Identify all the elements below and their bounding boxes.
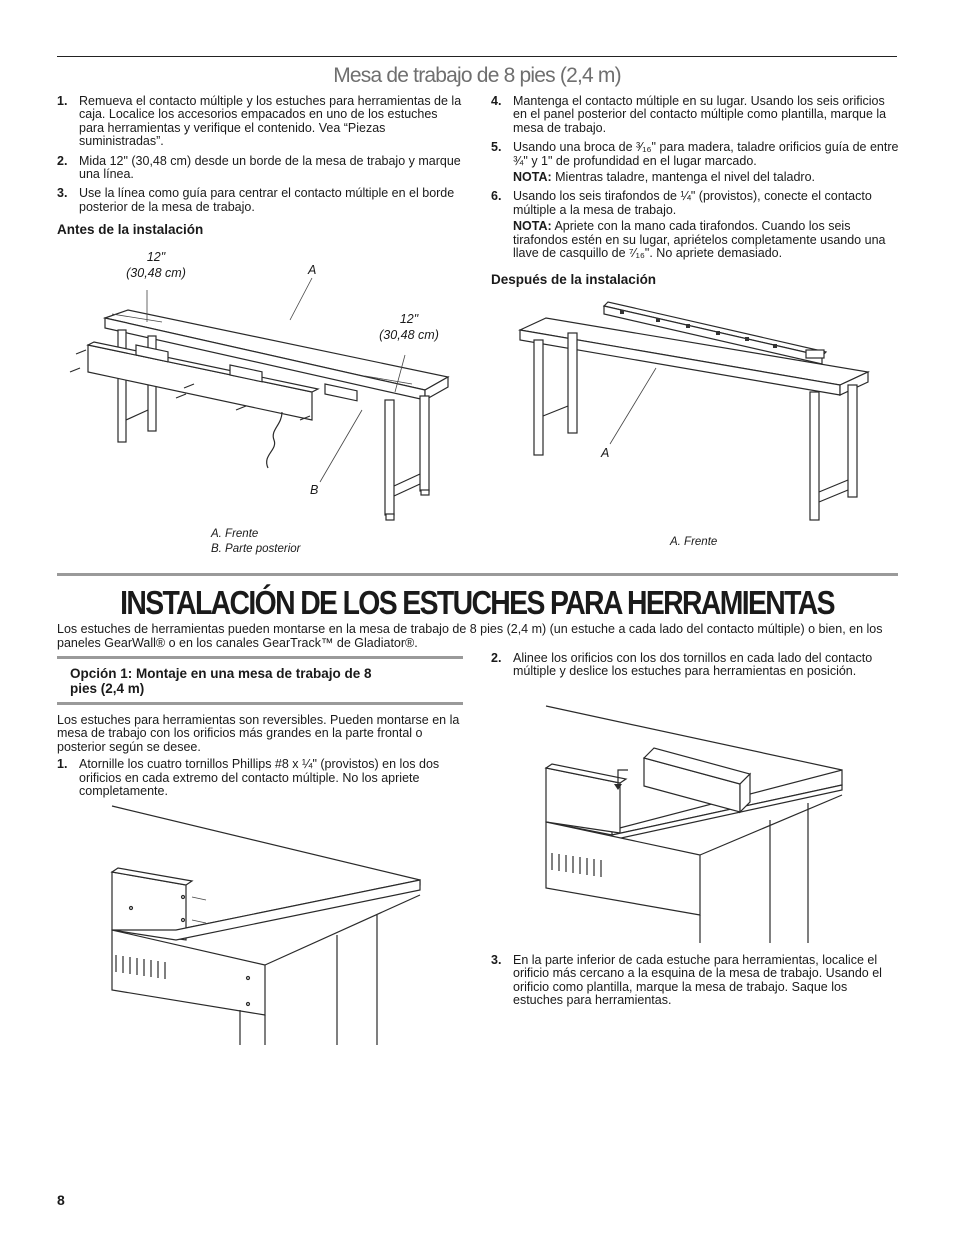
fig1-dimension-left: 12" (30,48 cm): [126, 250, 186, 280]
install-step-3: 3. En la parte inferior de cada estuche para herramientas, localice el orificio más cercano a la esquina de la mesa de trabajo. Usando el orificio como plantilla, marque la mesa de trabajo. Saque los estuches para herramientas.: [491, 953, 882, 1008]
section-title: Mesa de trabajo de 8 pies (2,4 m): [333, 64, 621, 87]
step-5: 5. Usando una broca de ³⁄₁₆" para madera, taladre orificios guía de entre ¾" y 1" de profundidad en el lugar marcado. NOTA: Mientras taladre, mantenga el nivel del taladro.: [491, 140, 899, 185]
page-number: 8: [57, 1192, 65, 1208]
option-title: Opción 1: Montaje en una mesa de trabajo de 8 pies (2,4 m): [70, 666, 372, 696]
option-intro: Los estuches para herramientas son reversibles. Pueden montarse en la mesa de trabajo con los orificios más grandes en la parte frontal o posterior según se desee.: [57, 713, 460, 754]
fig1-dimension-right: 12" (30,48 cm): [379, 312, 439, 342]
install-step-2: 2. Alinee los orificios con los dos tornillos en cada lado del contacto múltiple y deslice los estuches para herramientas en posición.: [491, 651, 873, 679]
step-6: 6. Usando los seis tirafondos de ¼" (provistos), conecte el contacto múltiple a la mesa de trabajo. NOTA: Apriete con la mano cada tirafondos. Cuando los seis tirafondos estén en su lugar, apriételos completamente usando una llave de casquillo de ⁷⁄₁₆". No apriete demasiado.: [491, 190, 899, 260]
step-5-note: NOTA: Mientras taladre, mantenga el nivel del taladro.: [513, 170, 815, 185]
after-heading: Después de la instalación: [491, 272, 657, 287]
install-intro: Los estuches de herramientas pueden montarse en la mesa de trabajo de 8 pies (2,4 m) (un estuche a cada lado del contacto múltiple) o bien, en los paneles GearWall® o en los canales GearTrack™ de Gladiator®.: [57, 622, 883, 650]
step-2: 2. Mida 12" (30,48 cm) desde un borde de la mesa de trabajo y marque una línea.: [57, 153, 461, 182]
step-1: 1. Remueva el contacto múltiple y los estuches para herramientas de la caja. Localice los accesorios empacados en uno de los estuches para herramientas y verifique el contenido. Vea “Piezas suministradas”.: [57, 94, 462, 149]
fig2-caption: A. Frente: [670, 536, 718, 548]
fig2-label-a: A: [601, 446, 610, 460]
fig1-label-a: A: [308, 263, 317, 277]
step-6-note: NOTA: Apriete con la mano cada tirafondos. Cuando los seis tirafondos estén en su lugar, apriételos completamente usando una llave de casquillo de ⁷⁄₁₆". No apriete demasiado.: [513, 219, 886, 261]
step-3: 3. Use la línea como guía para centrar el contacto múltiple en el borde posterior de la mesa de trabajo.: [57, 186, 455, 214]
fig1-label-b: B: [310, 483, 319, 497]
before-heading: Antes de la instalación: [57, 222, 204, 237]
fig1-caption: A. Frente B. Parte posterior: [211, 528, 301, 555]
step-4: 4. Mantenga el contacto múltiple en su lugar. Usando los seis orificios en el panel posterior del contacto múltiple como plantilla, marque la mesa de trabajo.: [491, 94, 887, 135]
install-title: INSTALACIÓN DE LOS ESTUCHES PARA HERRAMIENTAS: [120, 584, 834, 621]
install-step-1: 1. Atornille los cuatro tornillos Phillips #8 x ¼" (provistos) en los dos orificios en cada extremo del contacto múltiple. No los apriete completamente.: [57, 757, 440, 799]
